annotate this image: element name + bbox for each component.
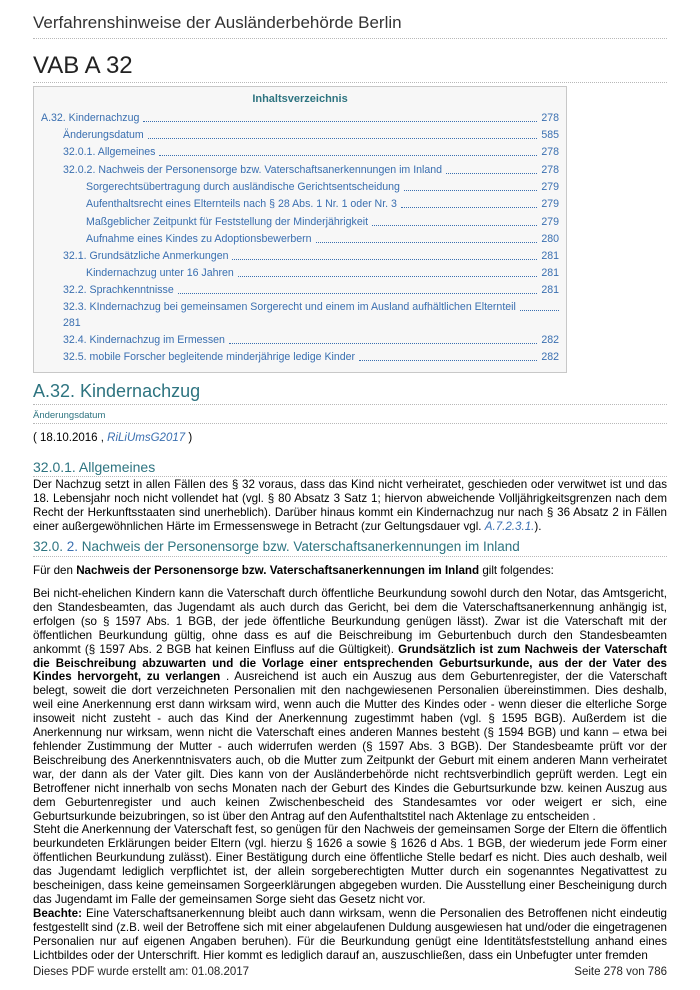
- header-title: Verfahrenshinweise der Ausländerbehörde Berlin: [33, 13, 402, 32]
- toc-item[interactable]: 32.1. Grundsätzliche Anmerkungen 281: [63, 250, 559, 262]
- toc-item[interactable]: 32.0.1. Allgemeines 278: [63, 146, 559, 158]
- toc-item[interactable]: Maßgeblicher Zeitpunkt für Feststellung der Minderjährigkeit 279: [86, 216, 559, 228]
- paragraph-body: Bei nicht-ehelichen Kindern kann die Vaterschaft durch öffentliche Beurkundung sowohl durch den Notar, das Amtsgericht, den Standesbeamten, das Jugendamt als auch durch das Gericht, bei dem die Vaterschaftsanerkennung anhängig ist, erfolgen (so § 1597 Abs. 1 BGB, der jede öffentliche Beurkundung genügen lässt). Zwar ist die Vaterschaft mit der öffentlichen Beurkundung gültig, ohne dass es auf die Beischreibung im Geburtenbuch durch den Standesbeamten ankommt (§ 1597 Abs. 2 BGB hat keinen Einfluss auf die Gültigkeit). Grundsätzlich ist zum Nachweis der Vaterschaft die Beischreibung abzuwarten und die Vorlage einer entsprechenden Geburtsurkunde, aus der der Vater des Kindes hervorgeht, zu verlangen . Ausreichend ist auch ein Auszug aus dem Geburtenregister, der die Vaterschaft belegt, soweit die dort verzeichneten Personalien mit den nachgewiesenen Personalien übereinstimmen. Dies deshalb, weil eine Anerkennung erst dann wirksam wird, wenn auch die Mutter des Kindes oder - wenn dieser die elterliche Sorge insoweit nicht zusteht - auch das Kind der Anerkennung zugestimmt haben (vgl. § 1595 BGB). Außerdem ist die Anerkennung nur wirksam, wenn nicht die Vaterschaft eines anderen Mannes besteht (§ 1594 BGB) und kann – etwa bei fehlender Zustimmung der Mutter - auch widerrufen werden (§ 1597 Abs. 3 BGB). Der Standesbeamte prüft vor der Beischreibung des Anerkenntnisvaters auch, ob die Mutter zum Zeitpunkt der Geburt mit einem anderen Mann verheiratet war, der dann als der Vater gilt. Dies kann von der Ausländerbehörde nicht rechtsverbindlich geprüft werden. Legt ein Betroffener nicht innerhalb von sechs Monaten nach der Geburt des Kindes die Geburtsurkunde bzw. keinen Auszug aus dem Geburtenregister und auch keinen Zwischenbescheid des Standesamtes vor oder weigert er sich, eine Geburtsurkunde beizubringen, so ist über den Antrag auf den Aufenthaltstitel nach Aktenlage zu entscheiden . Steht die Anerkennung der Vaterschaft fest, so genügen für den Nachweis der gemeinsamen Sorge der Eltern die öffentlich beurkundeten Erklärungen beider Eltern (vgl. hierzu § 1626 a sowie § 1626 d Abs. 1 BGB, der wiederum jede Form einer öffentlichen Beurkundung zulässt). Einer Bestätigung durch eine öffentliche Stelle bedarf es nicht. Dies auch deshalb, weil das Jugendamt lediglich verpflichtet ist, der allein sorgeberechtigten Mutter durch ein sogenanntes Negativattest zu bescheinigen, dass keine gemeinsamen Sorgeerklärungen abgegeben wurden. Die Ausstellung einer Bescheinigung durch das Jugendamt im Falle der gemeinsamen Sorge sieht das Gesetz nicht vor. Beachte: Eine Vaterschaftsanerkennung bleibt auch dann wirksam, wenn die Personalien des Betroffenen nicht eindeutig festgestellt sind (z.B. weil der Betroffene sich mit einer abgelaufenen Duldung ausgewiesen hat und/oder die eingetragenen Personalien nur auf eigenen Angaben beruhen). Für die Beurkundung genügt eine Identitätsfeststellung anhand eines Lichtbildes oder der Unterschrift. Hier kommt es lediglich darauf an, auszuschließen, dass ein Unbefugter unter fremden: [33, 587, 667, 962]
- ref-link[interactable]: A.7.2.3.1.: [484, 519, 535, 533]
- section-heading: A.32. Kindernachzug: [33, 380, 667, 405]
- toc-item[interactable]: 32.3. KIndernachzug bei gemeinsamen Sorgerecht und einem im Ausland aufhältlichen Elternteil: [63, 300, 559, 314]
- page-header: [33, 12, 667, 39]
- toc-item[interactable]: 32.5. mobile Forscher begleitende minderjährige ledige Kinder 282: [63, 351, 559, 363]
- table-of-contents: [33, 86, 567, 373]
- toc-item[interactable]: Aufenthaltsrecht eines Elternteils nach § 28 Abs. 1 Nr. 1 oder Nr. 3 279: [86, 198, 559, 210]
- toc-item[interactable]: 32.2. Sprachkenntnisse 281: [63, 284, 559, 296]
- change-date-label: Änderungsdatum: [33, 409, 667, 424]
- document-title: VAB A 32: [33, 52, 667, 83]
- toc-item[interactable]: 32.0.2. Nachweis der Personensorge bzw. Vaterschaftsanerkennungen im Inland 278: [63, 164, 559, 176]
- footer-page-number: Seite 278 von 786: [574, 966, 667, 978]
- paragraph-intro: Für den Nachweis der Personensorge bzw. Vaterschaftsanerkennungen im Inland gilt folgendes:: [33, 564, 554, 577]
- toc-item[interactable]: 32.4. Kindernachzug im Ermessen 282: [63, 334, 559, 346]
- toc-item[interactable]: Änderungsdatum 585: [63, 129, 559, 141]
- subsection-heading-nachweis: 32.0. 2. Nachweis der Personensorge bzw. Vaterschaftsanerkennungen im Inland: [33, 538, 667, 557]
- subsection-heading-allgemeines: 32.0.1. Allgemeines: [33, 458, 667, 477]
- toc-item[interactable]: Sorgerechtsübertragung durch ausländische Gerichtsentscheidung 279: [86, 181, 559, 193]
- page-footer: [33, 966, 667, 978]
- toc-title: Inhaltsverzeichnis: [252, 93, 348, 105]
- change-date-ref-link[interactable]: RiLiUmsG2017: [107, 432, 186, 444]
- toc-item[interactable]: Aufnahme eines Kindes zu Adoptionsbewerbern 280: [86, 233, 559, 245]
- paragraph-allgemeines: Der Nachzug setzt in allen Fällen des § 32 voraus, dass das Kind nicht verheiratet, geschieden oder verwitwet ist und das 18. Lebensjahr noch nicht vollendet hat (vgl. § 80 Absatz 3 Satz 1; hiervon abweichende Volljährigkeitsgrenzen nach dem Recht der Herkunftsstaaten sind unerheblich). Darüber hinaus kommt ein Kindernachzug nur nach § 36 Absatz 2 in Fällen einer außergewöhnlichen Härte im Ermessenswege in Betracht (zur Geltungsdauer vgl. A.7.2.3.1.).: [33, 478, 667, 533]
- change-date: ( 18.10.2016 , RiLiUmsG2017 ): [33, 432, 193, 444]
- toc-item-page[interactable]: 281: [63, 317, 81, 329]
- toc-item[interactable]: Kindernachzug unter 16 Jahren 281: [86, 267, 559, 279]
- footer-created: Dieses PDF wurde erstellt am: 01.08.2017: [33, 966, 250, 978]
- toc-item[interactable]: A.32. Kindernachzug 278: [41, 112, 559, 124]
